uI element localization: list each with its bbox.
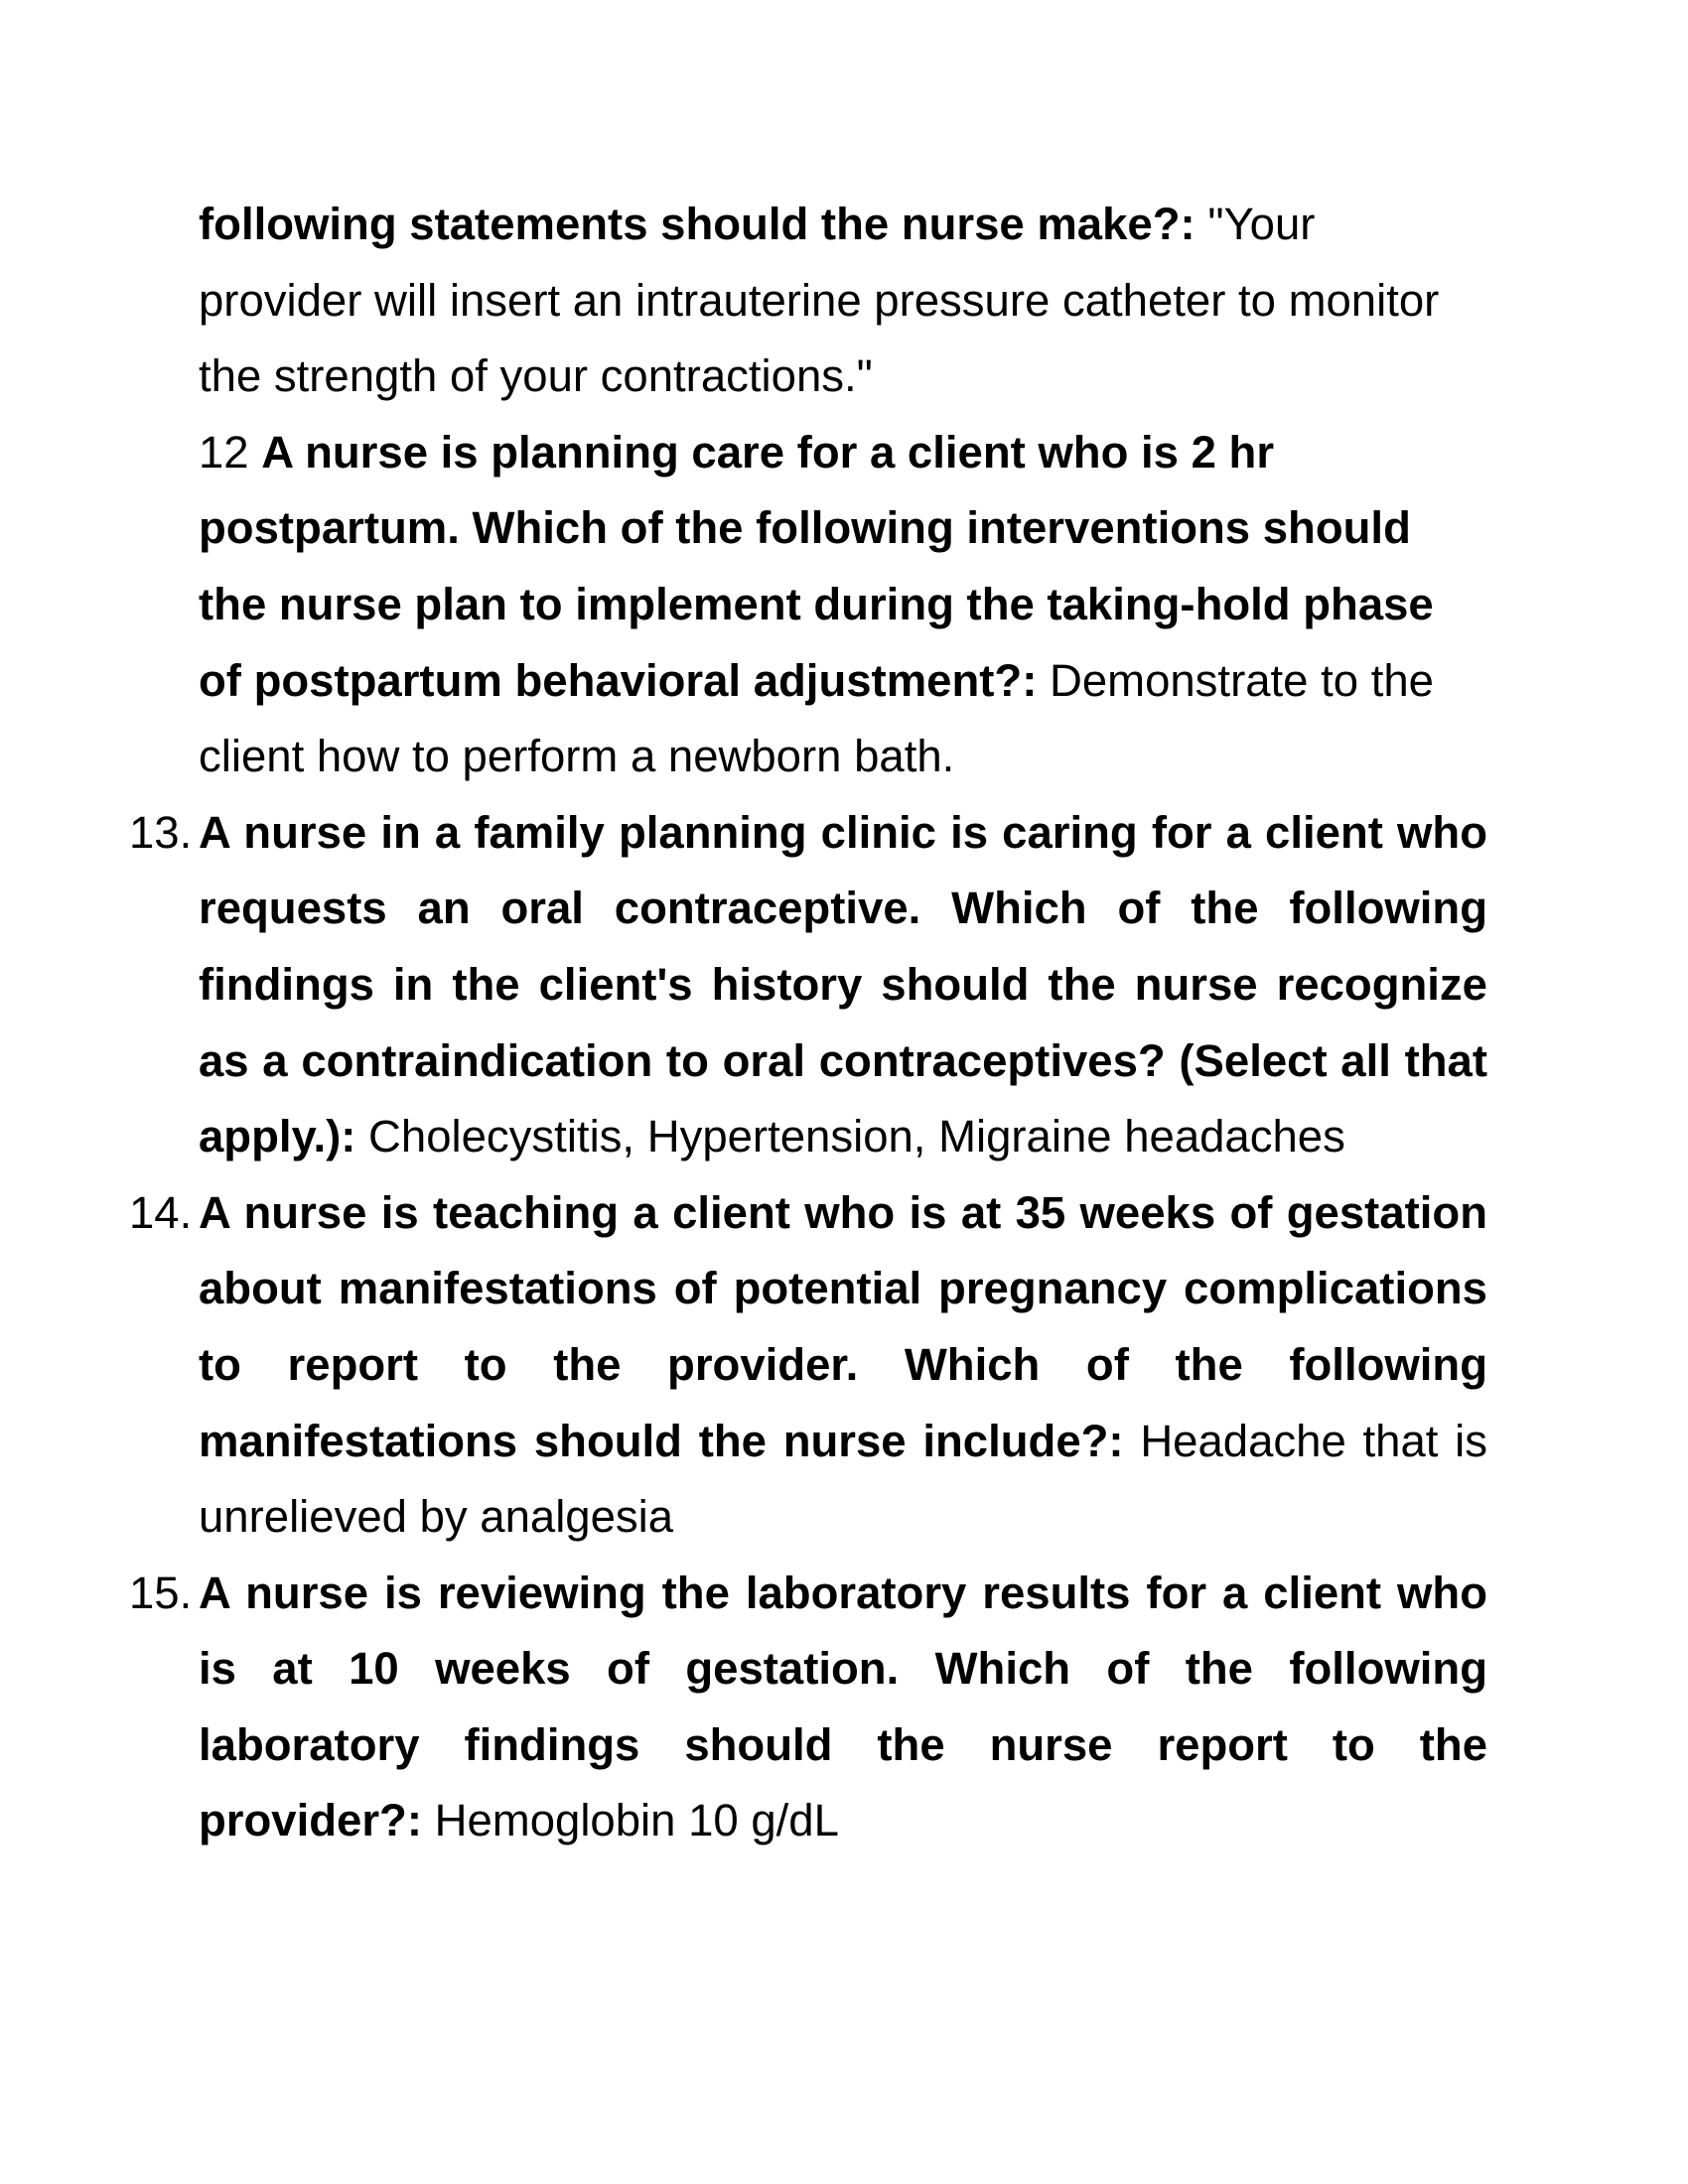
document-page	[129, 187, 1487, 1859]
item-number: 15.	[129, 1567, 193, 1618]
answer-text: Headache that is unrelieved by analgesia	[199, 1415, 1487, 1543]
continuation-paragraph	[199, 187, 1487, 415]
answer-text: Cholecystitis, Hypertension, Migraine headaches	[355, 1111, 1345, 1162]
item-number: 12	[199, 426, 249, 478]
question-text: A nurse in a family planning clinic is caring for a client who requests an oral contraceptive. Which of the following findings in the client's history should the nurse recognize as a contraindication to oral contraceptives? (Select all that apply.):	[199, 806, 1487, 1162]
answer-text: Demonstrate to the client how to perform a newborn bath.	[199, 654, 1434, 782]
answer-text: "Your provider will insert an intrauterine pressure catheter to monitor the strength of your contractions."	[199, 199, 1440, 402]
question-text: A nurse is reviewing the laboratory results for a client who is at 10 weeks of gestation. Which of the following laboratory findings should the nurse report to the provider?:	[199, 1567, 1487, 1846]
question-text: following statements should the nurse make?:	[199, 199, 1196, 249]
question-item-12	[199, 415, 1487, 795]
question-text: A nurse is planning care for a client who is 2 hr postpartum. Which of the following interventions should the nurse plan to implement during the taking-hold phase of postpartum behavioral adjustment?:	[199, 426, 1434, 706]
question-item-15	[129, 1556, 1487, 1859]
item-number: 13.	[129, 806, 193, 858]
question-text: A nurse is teaching a client who is at 35 weeks of gestation about manifestations of potential pregnancy complications to report to the provider. Which of the following manifestations should the nurse include?:	[199, 1186, 1487, 1466]
question-item-13	[129, 795, 1487, 1175]
item-number: 14.	[129, 1186, 193, 1238]
question-item-14	[129, 1175, 1487, 1556]
answer-text: Hemoglobin 10 g/dL	[422, 1795, 839, 1846]
